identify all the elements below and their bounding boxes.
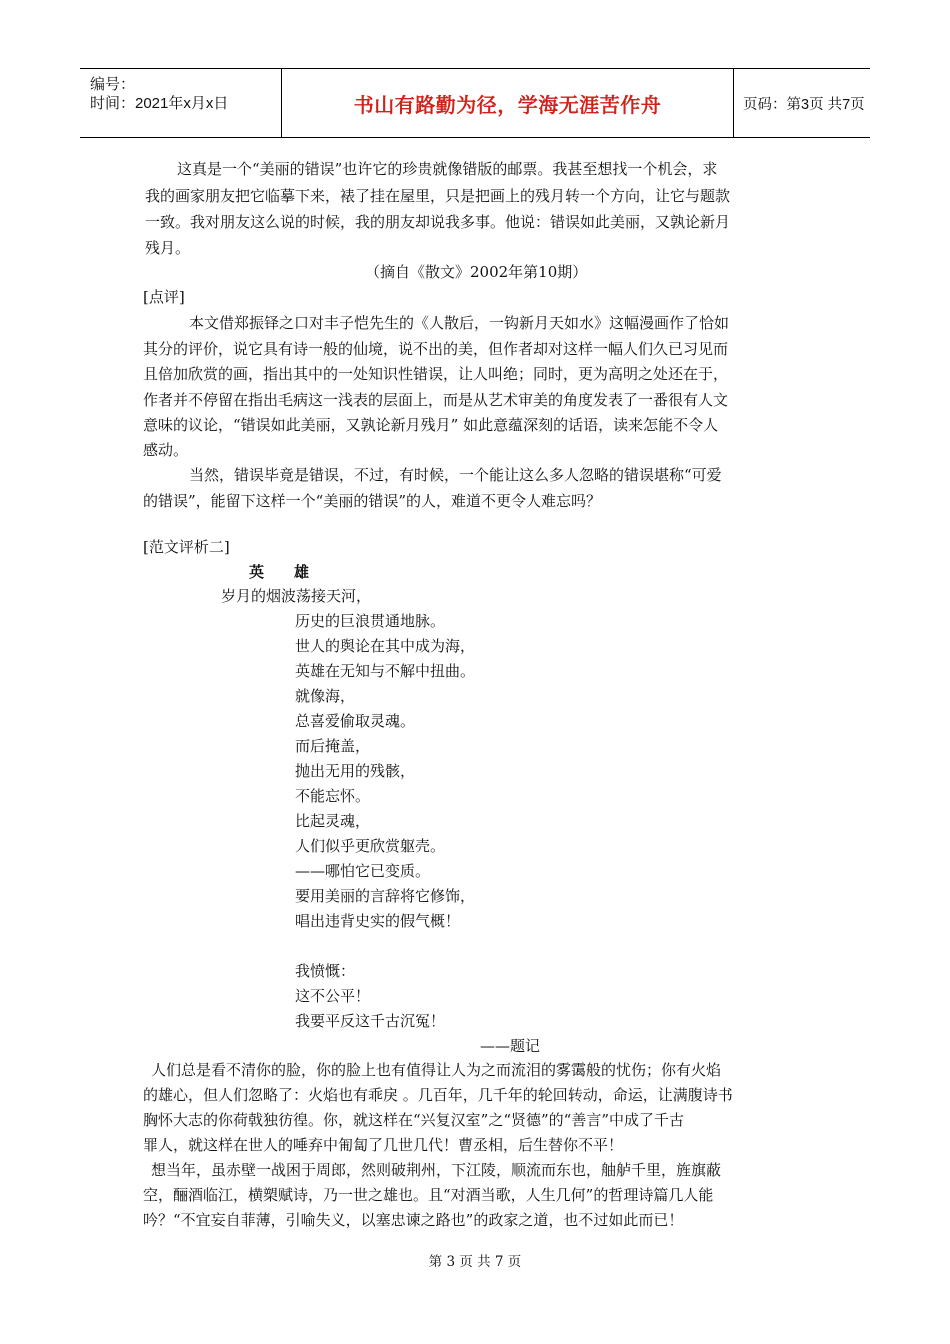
essay-line: 空，酾酒临江，横槊赋诗，乃一世之雄也。且“对酒当歌，人生几何”的哲理诗篇几人能: [143, 1186, 714, 1204]
poem-note: ——题记: [480, 1037, 541, 1055]
page-info: 页码：第3页 共7页: [743, 96, 865, 113]
essay-line: 想当年，虽赤壁一战困于周郎，然则破荆州，下江陵，顺流而东也，舳舻千里，旌旗蔽: [151, 1161, 722, 1179]
essay-line: 吟？“不宜妄自菲薄，引喻失义，以塞忠谏之路也”的政家之道，也不过如此而已！: [143, 1211, 684, 1229]
intro-line: 一致。我对朋友这么说的时候，我的朋友却说我多事。他说：错误如此美丽，又孰论新月: [145, 213, 731, 231]
comment-line: 且倍加欣赏的画，指出其中的一处知识性错误，让人叫绝；同时，更为高明之处还在于，: [143, 365, 729, 383]
comment-line: 作者并不停留在指出毛病这一浅表的层面上，而是从艺术审美的角度发表了一番很有人文: [143, 391, 729, 409]
poem-line: 世人的舆论在其中成为海，: [295, 637, 476, 655]
poem-line: 抛出无用的残骸，: [295, 762, 416, 780]
poem-line: 总喜爱偷取灵魂。: [295, 712, 416, 730]
intro-line: 残月。: [145, 239, 191, 257]
essay-line: 的雄心，但人们忽略了：火焰也有乖戾 。几百年，几千年的轮回转动，命运，让满腹诗书: [143, 1086, 733, 1104]
document-date-label: 时间：2021年x月x日: [90, 95, 229, 112]
poem-line: 英雄在无知与不解中扭曲。: [295, 662, 476, 680]
header-left-cell: [80, 69, 281, 137]
comment-line: 本文借郑振铎之口对丰子恺先生的《人散后，一钩新月天如水》这幅漫画作了恰如: [189, 314, 730, 332]
poem-line: 唱出违背史实的假气概！: [295, 912, 461, 930]
poem-line: 不能忘怀。: [295, 787, 371, 805]
section-label: [范文评析二]: [143, 538, 230, 556]
essay-line: 罪人，就这样在世人的唾弃中匍匐了几世几代！曹丞相，后生替你不平！: [143, 1136, 624, 1154]
comment-line: 其分的评价，说它具有诗一般的仙境，说不出的美，但作者却对这样一幅人们久已习见而: [143, 340, 729, 358]
poem-line: 历史的巨浪贯通地脉。: [295, 612, 446, 630]
poem-line: 要用美丽的言辞将它修饰，: [295, 887, 476, 905]
header-right-cell: [733, 69, 870, 137]
essay-line: 胸怀大志的你荷戟独彷徨。你，就这样在“兴复汉室”之“贤德”的“善言”中成了千古: [143, 1111, 685, 1129]
source-citation: （摘自《散文》2002年第10期）: [365, 263, 588, 281]
header-table: [80, 68, 870, 138]
intro-line: 我的画家朋友把它临摹下来，裱了挂在屋里，只是把画上的残月转一个方向，让它与题款: [145, 187, 731, 205]
conclusion-line: 当然，错误毕竟是错误，不过，有时候，一个能让这么多人忽略的错误堪称“可爱: [189, 466, 722, 484]
poem-title: 英 雄: [249, 564, 310, 581]
poem-line: 而后掩盖，: [295, 737, 371, 755]
conclusion-line: 的错误”，能留下这样一个“美丽的错误”的人，难道不更令人难忘吗？: [143, 492, 602, 510]
essay-line: 人们总是看不清你的脸，你的脸上也有值得让人为之而流泪的雾霭般的忧伤；你有火焰: [151, 1061, 722, 1079]
intro-line: 这真是一个“美丽的错误”也许它的珍贵就像错版的邮票。我甚至想找一个机会，求: [177, 160, 718, 178]
poem-line: 这不公平！: [295, 987, 371, 1005]
poem-line: 人们似乎更欣赏躯壳。: [295, 837, 446, 855]
header-center-cell: [281, 69, 734, 137]
poem-first-line: 岁月的烟波荡接天河，: [221, 587, 372, 605]
comment-line: 意味的议论，“错误如此美丽，又孰论新月残月” 如此意蕴深刻的话语，读来怎能不令人: [143, 416, 719, 434]
comment-label: [点评]: [143, 288, 185, 306]
comment-line: 感动。: [143, 441, 189, 459]
poem-line: ——哪怕它已变质。: [295, 862, 431, 880]
page-footer: 第 3 页 共 7 页: [428, 1254, 522, 1270]
document-number-label: 编号：: [90, 76, 136, 93]
poem-line: 我愤慨：: [295, 962, 356, 980]
poem-line: 比起灵魂，: [295, 812, 371, 830]
poem-line: 就像海，: [295, 687, 356, 705]
poem-line: 我要平反这千古沉冤！: [295, 1012, 446, 1030]
motto-text: 书山有路勤为径，学海无涯苦作舟: [353, 94, 662, 117]
